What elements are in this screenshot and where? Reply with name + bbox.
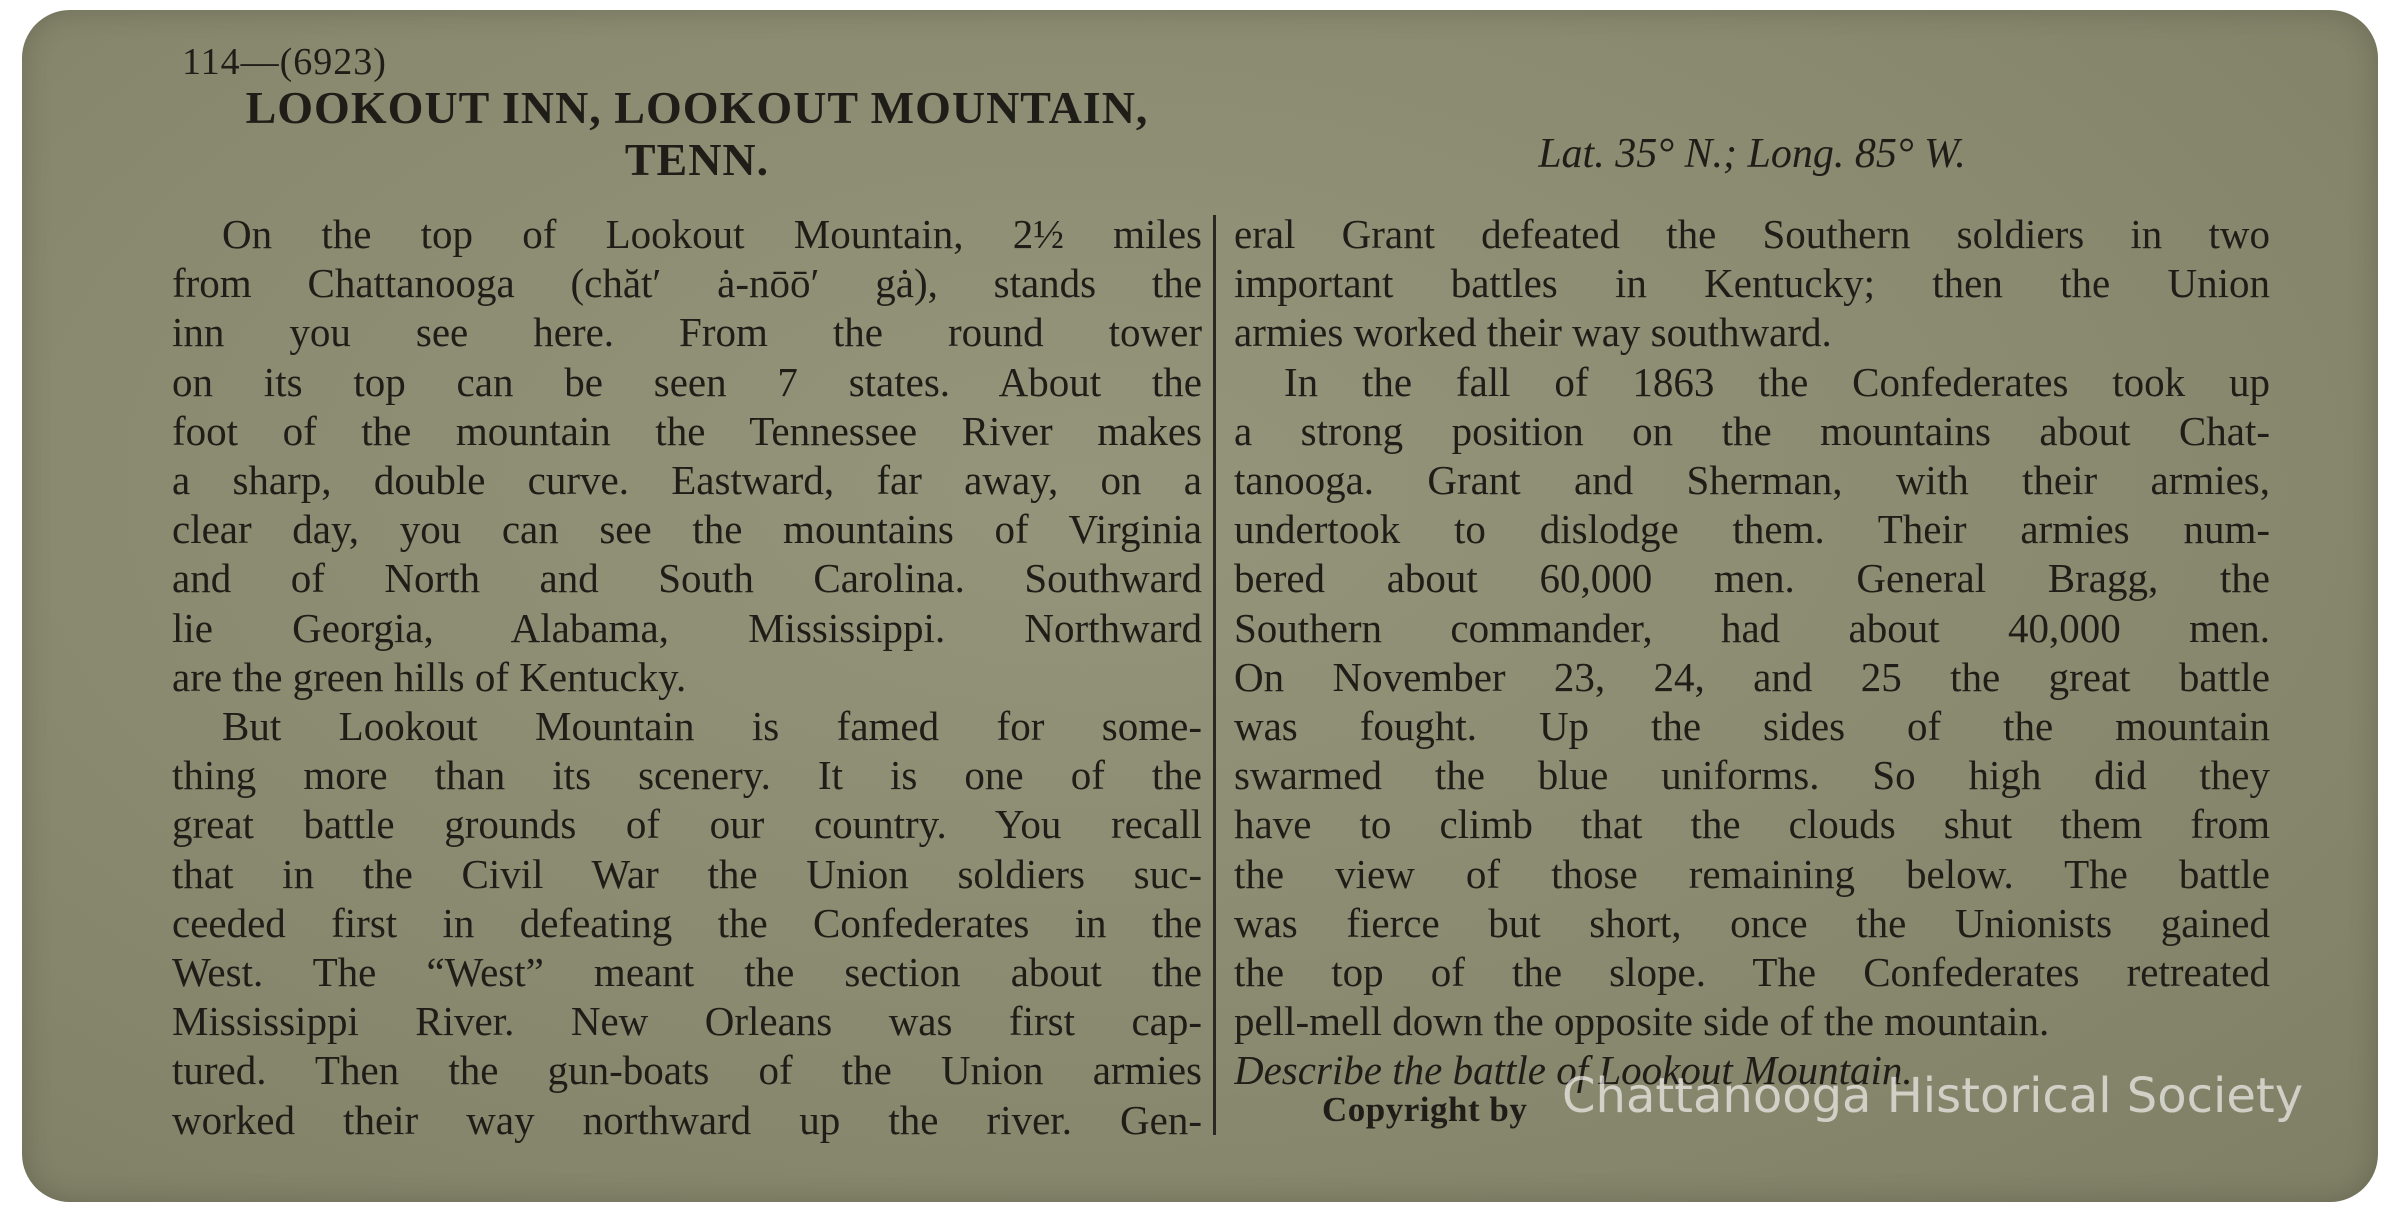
text-line: tured. Then the gun-boats of the Union armies xyxy=(172,1047,1202,1094)
text-line: Mississippi River. New Orleans was first cap- xyxy=(172,998,1202,1045)
text-line: was fierce but short, once the Unionists gained xyxy=(1234,899,2270,946)
text-line: from Chattanooga (chăt′ ȧ-nōō′ gȧ), stands the xyxy=(172,260,1202,307)
text-line: On the top of Lookout Mountain, 2½ miles xyxy=(222,211,1202,257)
text-line: Southern commander, had about 40,000 men. xyxy=(1234,604,2270,651)
title-line-2: TENN. xyxy=(624,134,770,185)
text-line: a sharp, double curve. Eastward, far away, on a xyxy=(172,457,1202,504)
text-line: armies worked their way southward. xyxy=(1234,309,1832,356)
text-line: inn you see here. From the round tower xyxy=(172,309,1202,356)
text-line: on its top can be seen 7 states. About the xyxy=(172,358,1202,405)
text-line: clear day, you can see the mountains of Virginia xyxy=(172,506,1202,553)
text-line: swarmed the blue uniforms. So high did they xyxy=(1234,752,2270,799)
text-line: great battle grounds of our country. You recall xyxy=(172,801,1202,848)
text-line: the view of those remaining below. The battle xyxy=(1234,850,2270,897)
text-line: West. The “West” meant the section about the xyxy=(172,949,1202,996)
text-line: worked their way northward up the river. Gen- xyxy=(172,1096,1202,1143)
text-line: But Lookout Mountain is famed for some- xyxy=(222,703,1202,750)
text-line: and of North and South Carolina. Southward xyxy=(172,555,1202,602)
stereoview-card-back xyxy=(22,10,2378,1202)
text-line: ceeded first in defeating the Confederates in the xyxy=(172,899,1202,946)
copyright-notice: Copyright by xyxy=(1322,1090,1528,1129)
text-line: On November 23, 24, and 25 the great battle xyxy=(1234,653,2270,700)
text-line: have to climb that the clouds shut them from xyxy=(1234,801,2270,848)
column-divider xyxy=(1213,215,1216,1135)
text-line: tanooga. Grant and Sherman, with their armies, xyxy=(1234,457,2270,504)
text-line: was fought. Up the sides of the mountain xyxy=(1234,703,2270,750)
text-line: In the fall of 1863 the Confederates took up xyxy=(1284,358,2270,405)
watermark: Chattanooga Historical Society xyxy=(1562,1068,2304,1124)
title-line-1: LOOKOUT INN, LOOKOUT MOUNTAIN, xyxy=(245,82,1149,133)
text-line: eral Grant defeated the Southern soldiers in two xyxy=(1234,211,2270,257)
text-line: bered about 60,000 men. General Bragg, the xyxy=(1234,555,2270,602)
text-line: undertook to dislodge them. Their armies num- xyxy=(1234,506,2270,553)
text-line: important battles in Kentucky; then the Union xyxy=(1234,260,2270,307)
text-line: foot of the mountain the Tennessee River makes xyxy=(172,407,1202,454)
text-line: lie Georgia, Alabama, Mississippi. Northward xyxy=(172,604,1202,651)
text-line: that in the Civil War the Union soldiers suc- xyxy=(172,850,1202,897)
left-text-column xyxy=(172,210,1202,1145)
latitude-longitude: Lat. 35° N.; Long. 85° W. xyxy=(1538,131,1966,177)
text-line: the top of the slope. The Confederates retreated xyxy=(1234,949,2270,996)
text-line: thing more than its scenery. It is one of the xyxy=(172,752,1202,799)
right-text-column xyxy=(1234,210,2270,1096)
card-title xyxy=(162,82,1232,186)
text-line: pell-mell down the opposite side of the mountain. xyxy=(1234,998,2050,1045)
catalog-number: 114—(6923) xyxy=(182,41,387,83)
text-line: are the green hills of Kentucky. xyxy=(172,653,687,700)
text-line: a strong position on the mountains about Chat- xyxy=(1234,407,2270,454)
discussion-prompt: Describe the battle of Lookout Mountain. xyxy=(1234,1047,1913,1094)
